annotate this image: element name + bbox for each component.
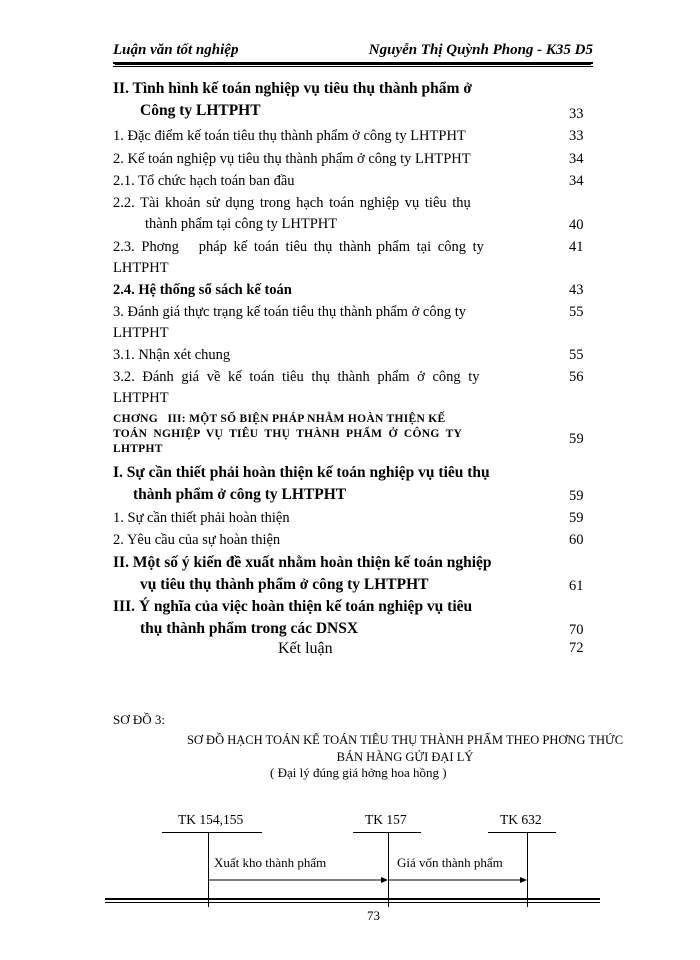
toc-entry-page: 60 — [569, 532, 584, 548]
toc-entry-text: CHƠNG III: MỘT SỐ BIỆN PHÁP NHẰM HOÀN THIỆN KẾ — [113, 413, 446, 425]
toc-entry-text: 2. Kế toán nghiệp vụ tiêu thụ thành phẩm ở công ty LHTPHT — [113, 151, 471, 167]
diagram-subtitle: ( Đại lý đúng giá hởng hoa hồng ) — [270, 765, 447, 780]
account-label: TK 154,155 — [178, 812, 244, 827]
page-number: 73 — [367, 908, 380, 923]
toc-entry-page: 43 — [569, 282, 584, 298]
diagram-title: SƠ ĐỒ HẠCH TOÁN KẾ TOÁN TIÊU THỤ THÀNH PHẨM THEO PHƠNG THỨC BÁN HÀNG GỬI ĐẠI LÝ — [186, 733, 624, 764]
toc-entry-page: 56 — [569, 369, 584, 385]
toc-entry-page: 61 — [569, 578, 584, 594]
toc-entry-text: Kết luận — [278, 640, 333, 657]
toc-entry-text-line2: Công ty LHTPHT — [140, 102, 261, 119]
toc-entry-page: 55 — [569, 347, 584, 363]
flow-arrow — [388, 877, 527, 883]
toc-entry-page: 59 — [569, 510, 584, 526]
toc-entry-page: 34 — [569, 173, 584, 189]
toc-entry-page: 41 — [569, 239, 584, 255]
toc-entry-page: 70 — [569, 622, 584, 638]
toc-entry-page: 40 — [569, 217, 584, 233]
toc-entry-page: 59 — [569, 431, 585, 447]
toc-entry-text: II. Một số ý kiến đề xuất nhằm hoàn thiện kế toán nghiệp — [113, 554, 492, 571]
toc-entry-page: 34 — [569, 151, 584, 167]
toc-entry-page: 33 — [569, 128, 584, 144]
toc-entry-text: 3. Đánh giá thực trạng kế toán tiêu thụ thành phẩm ở công ty — [113, 304, 466, 320]
flow-label: Giá vốn thành phẩm — [397, 855, 503, 870]
toc-entry-text-line2: LHTPHT — [113, 390, 169, 406]
toc-entry-text: III. Ý nghĩa của việc hoàn thiện kế toán nghiệp vụ tiêu — [113, 598, 473, 615]
toc-entry-text: 2.2. Tài khoản sử dụng trong hạch toán nghiệp vụ tiêu thụ — [113, 195, 471, 211]
toc-entry-text-line2: LHTPHT — [113, 325, 169, 341]
toc-entry-text: 1. Đặc điểm kế toán tiêu thụ thành phẩm ở công ty LHTPHT — [113, 128, 466, 144]
flow-arrow — [208, 877, 388, 883]
toc-entry-text-line2: thụ thành phẩm trong các DNSX — [140, 620, 359, 637]
footer-rule — [105, 902, 600, 903]
toc-entry-page: 72 — [569, 640, 584, 656]
toc-entry-text: 2.1. Tổ chức hạch toán ban đầu — [113, 173, 295, 189]
toc-entry-text-line2: TOÁN NGHIỆP VỤ TIÊU THỤ THÀNH PHẨM Ở CÔNG TY — [113, 428, 463, 440]
toc-entry-text: II. Tình hình kế toán nghiệp vụ tiêu thụ thành phẩm ở — [113, 80, 472, 97]
toc-entry-text-line2: LHTPHT — [113, 260, 169, 276]
footer-rule — [105, 898, 600, 900]
toc-entry-text: 2. Yêu cầu của sự hoàn thiện — [113, 532, 281, 548]
toc-entry-page: 55 — [569, 304, 584, 320]
header-thesis-title: Luận văn tốt nghiệp — [113, 42, 239, 58]
account-label: TK 632 — [500, 812, 542, 827]
toc-entry-text-line2: vụ tiêu thụ thành phẩm ở công ty LHTPHT — [140, 576, 429, 593]
toc-entry-text: 2.3. Phơng pháp kế toán tiêu thụ thành phẩm tại công ty — [113, 239, 484, 255]
toc-entry-text: 2.4. Hệ thống sổ sách kế toán — [113, 282, 292, 298]
diagram-label: SƠ ĐỒ 3: — [113, 712, 166, 727]
toc-entry-text: 3.1. Nhận xét chung — [113, 347, 231, 363]
toc-entry: II. Tình hình kế toán nghiệp vụ tiêu thụ thành phẩm ở Công ty LHTPHT 33 — [113, 80, 584, 122]
toc-entry-page: 59 — [569, 488, 584, 504]
flow-label: Xuất kho thành phẩm — [214, 855, 327, 870]
toc-entry-text: 1. Sự cần thiết phải hoàn thiện — [113, 510, 290, 526]
toc-entry-text: I. Sự cần thiết phải hoàn thiện kế toán nghiệp vụ tiêu thụ — [113, 464, 490, 481]
toc-entry-text-line2: thành phẩm tại công ty LHTPHT — [145, 216, 338, 232]
toc-entry-text-line3: LHTPHT — [113, 443, 163, 455]
toc-entry-text-line2: thành phẩm ở công ty LHTPHT — [133, 486, 347, 503]
toc-entry-text: 3.2. Đánh giá về kế toán tiêu thụ thành phẩm ở công ty — [113, 369, 480, 385]
account-label: TK 157 — [365, 812, 407, 827]
header-author: Nguyễn Thị Quỳnh Phong - K35 D5 — [368, 42, 593, 58]
